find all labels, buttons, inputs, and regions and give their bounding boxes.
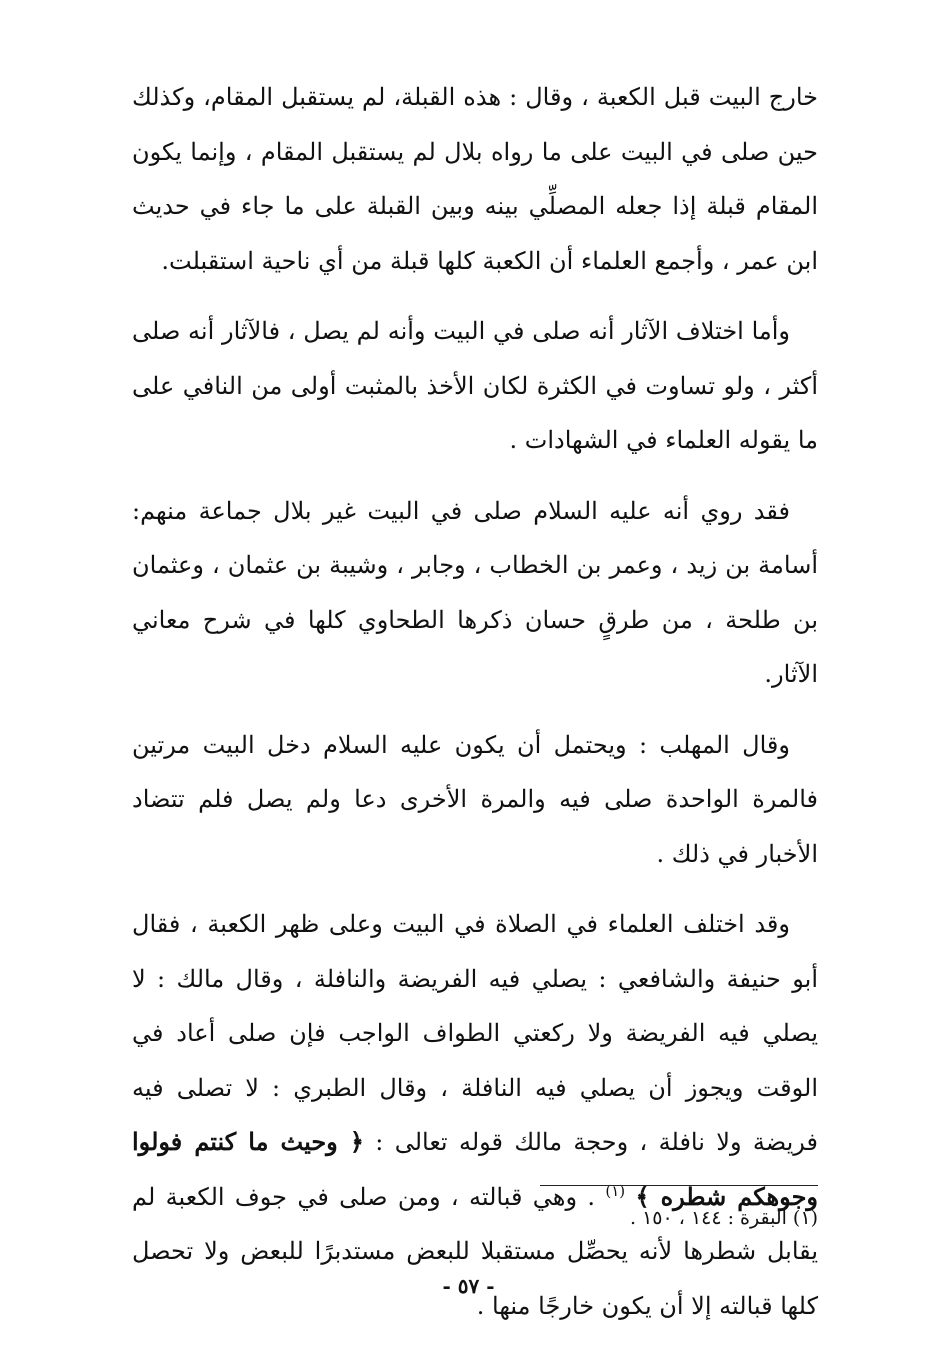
paragraph-5: [132, 897, 818, 1333]
page-number: - ٥٧ -: [442, 1274, 495, 1298]
paragraph-1: خارج البيت قبل الكعبة ، وقال : هذه القبلة، لم يستقبل المقام، وكذلك حين صلى في البيت على ما رواه بلال لم يستقبل المقام ، وإنما يكون المقام قبلة إذا جعله المصلِّي بينه وبين القبلة على ما جاء في حديث ابن عمر ، وأجمع العلماء أن الكعبة كلها قبلة من أي ناحية استقبلت.: [132, 83, 818, 275]
footnote: (١) البقرة : ١٤٤ ، ١٥٠ .: [630, 1207, 818, 1229]
paragraph-3: فقد روي أنه عليه السلام صلى في البيت غير بلال جماعة منهم: أسامة بن زيد ، وعمر بن الخطاب ، وجابر ، وشيبة بن عثمان ، وعثمان بن طلحة ، من طرقٍ حسان ذكرها الطحاوي كلها في شرح معاني الآثار.: [132, 496, 818, 688]
paragraph-4: وقال المهلب : ويحتمل أن يكون عليه السلام دخل البيت مرتين فالمرة الواحدة صلى فيه والمرة الأخرى دعا ولم يصل فلم تتضاد الأخبار في ذلك .: [132, 730, 818, 868]
paragraph-5-text-a: وقد اختلف العلماء في الصلاة في البيت وعلى ظهر الكعبة ، فقال أبو حنيفة والشافعي : يصلي فيه الفريضة والنافلة ، وقال مالك : لا يصلي فيه الفريضة ولا ركعتي الطواف الواجب فإن صلى أعاد في الوقت ويجوز أن يصلي فيه النافلة ، وقال الطبري : لا تصلى فيه فريضة ولا نافلة ، وحجة مالك قوله تعالى :: [132, 910, 818, 1156]
paragraph-5-text-b: . وهي قبالته ، ومن صلى في جوف الكعبة لم يقابل شطرها لأنه يحصِّل مستقبلا للبعض مستدبرًا للبعض ولا تحصل كلها قبالته إلا أن يكون خارجًا منها .: [132, 1182, 818, 1320]
main-text: [132, 70, 818, 1349]
footnote-divider: [540, 1185, 818, 1186]
footnote-reference: (١): [605, 1181, 626, 1200]
paragraph-2: وأما اختلاف الآثار أنه صلى في البيت وأنه لم يصل ، فالآثار أنه صلى أكثر ، ولو تساوت في الكثرة لكان الأخذ بالمثبت أولى من النافي على ما يقوله العلماء في الشهادات .: [132, 317, 818, 454]
quran-verse: ﴿ وحيث ما كنتم فولوا وجوهكم شطره ﴾: [132, 1127, 818, 1211]
